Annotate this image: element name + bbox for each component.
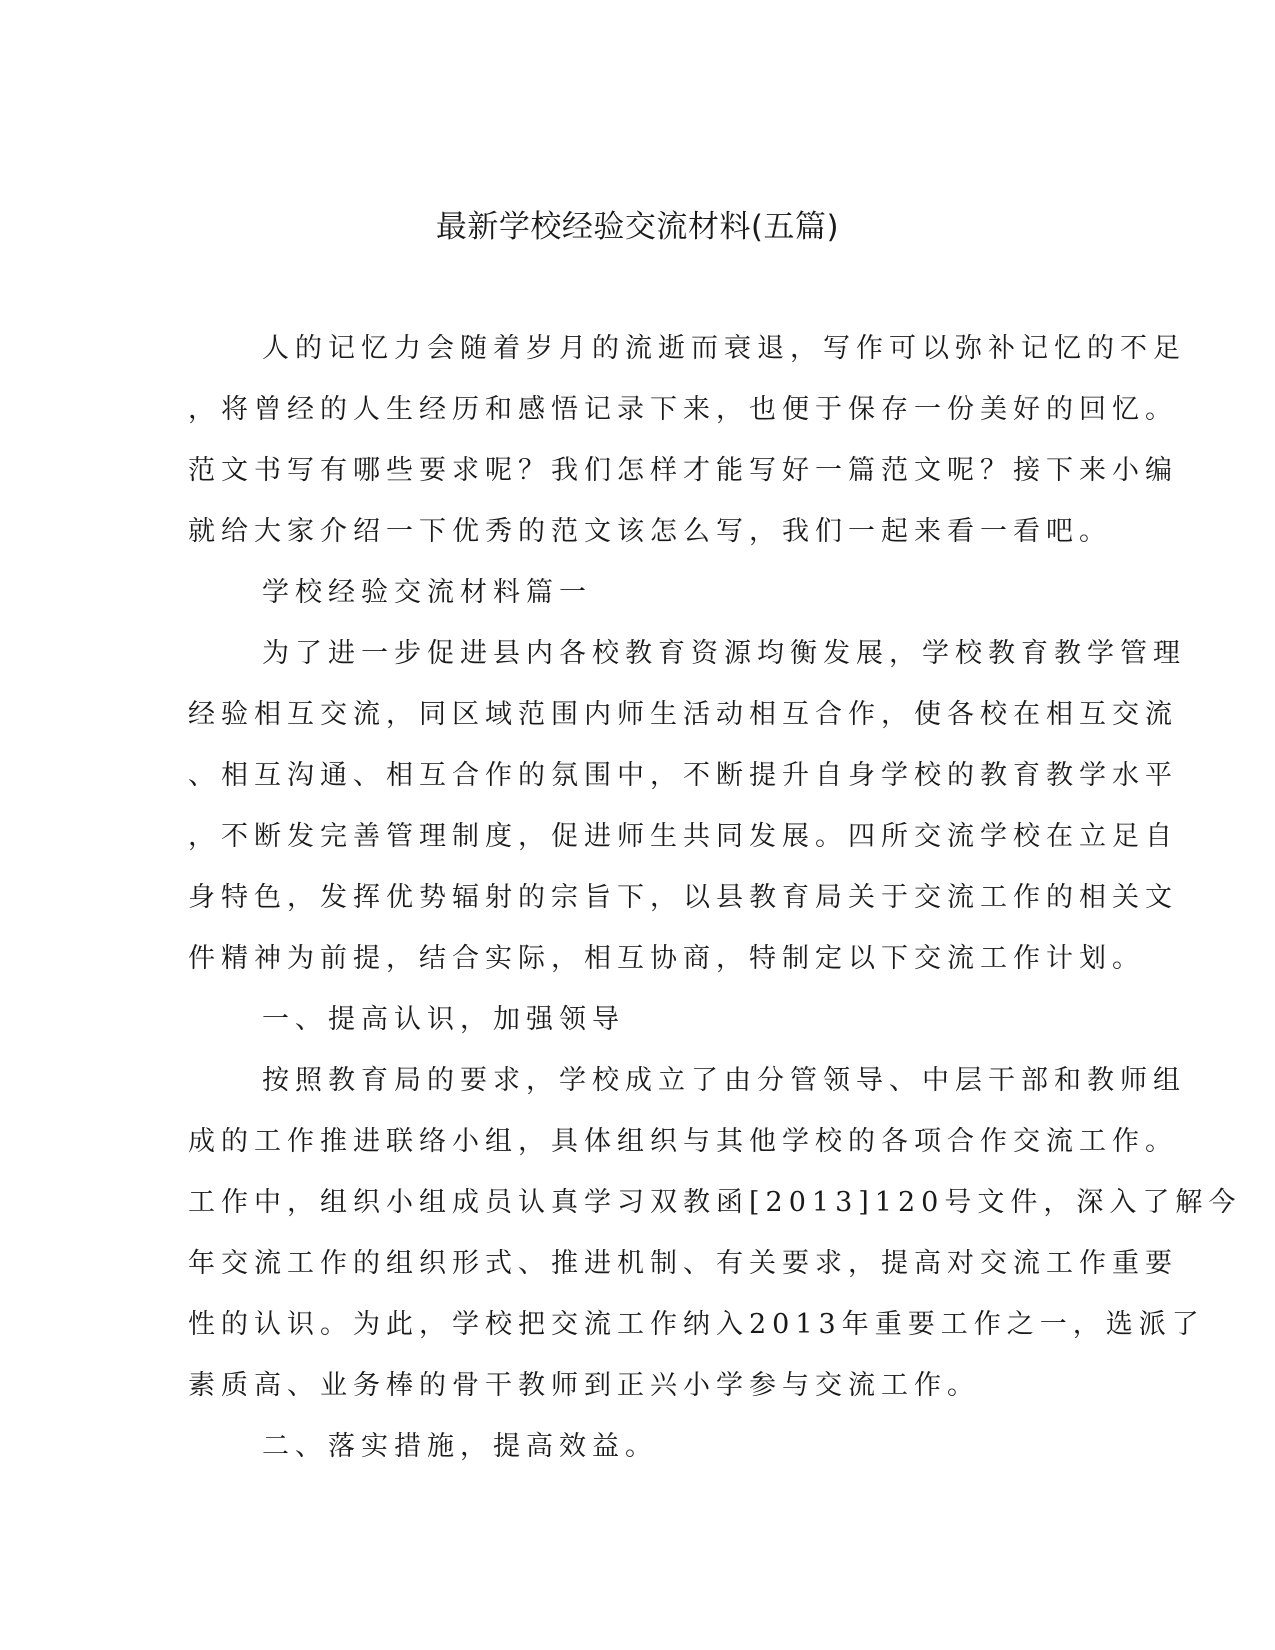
paragraph-line: 身特色，发挥优势辐射的宗旨下，以县教育局关于交流工作的相关文 [188,882,1178,913]
document-title: 最新学校经验交流材料(五篇) [435,209,840,245]
paragraph-line: 、相互沟通、相互合作的氛围中，不断提升自身学校的教育教学水平 [188,760,1178,791]
paragraph-line: 成的工作推进联络小组，具体组织与其他学校的各项合作交流工作。 [188,1126,1178,1157]
section-heading: 学校经验交流材料篇一 [262,577,592,608]
document-body [188,329,1242,1488]
paragraph-line: 工作中，组织小组成员认真学习双教函[2013]120号文件，深入了解今 [188,1187,1242,1218]
paragraph-line: 素质高、业务棒的骨干教师到正兴小学参与交流工作。 [188,1370,980,1401]
paragraph-line: ，将曾经的人生经历和感悟记录下来，也便于保存一份美好的回忆。 [188,394,1178,425]
paragraph-line: 件精神为前提，结合实际，相互协商，特制定以下交流工作计划。 [188,943,1145,974]
paragraph-line: 年交流工作的组织形式、推进机制、有关要求，提高对交流工作重要 [188,1248,1178,1279]
paragraph-line: 范文书写有哪些要求呢？我们怎样才能写好一篇范文呢？接下来小编 [188,455,1178,486]
paragraph-line: 人的记忆力会随着岁月的流逝而衰退，写作可以弥补记忆的不足 [262,333,1186,364]
section-heading: 二、落实措施，提高效益。 [262,1431,658,1462]
paragraph-line: ，不断发完善管理制度，促进师生共同发展。四所交流学校在立足自 [188,821,1178,852]
paragraph-line: 经验相互交流，同区域范围内师生活动相互合作，使各校在相互交流 [188,699,1178,730]
paragraph-line: 为了进一步促进县内各校教育资源均衡发展，学校教育教学管理 [262,638,1186,669]
section-heading: 一、提高认识，加强领导 [262,1004,625,1035]
paragraph-line: 按照教育局的要求，学校成立了由分管领导、中层干部和教师组 [262,1065,1186,1096]
paragraph-line: 就给大家介绍一下优秀的范文该怎么写，我们一起来看一看吧。 [188,516,1112,547]
paragraph-line: 性的认识。为此，学校把交流工作纳入2013年重要工作之一，选派了 [188,1309,1205,1340]
